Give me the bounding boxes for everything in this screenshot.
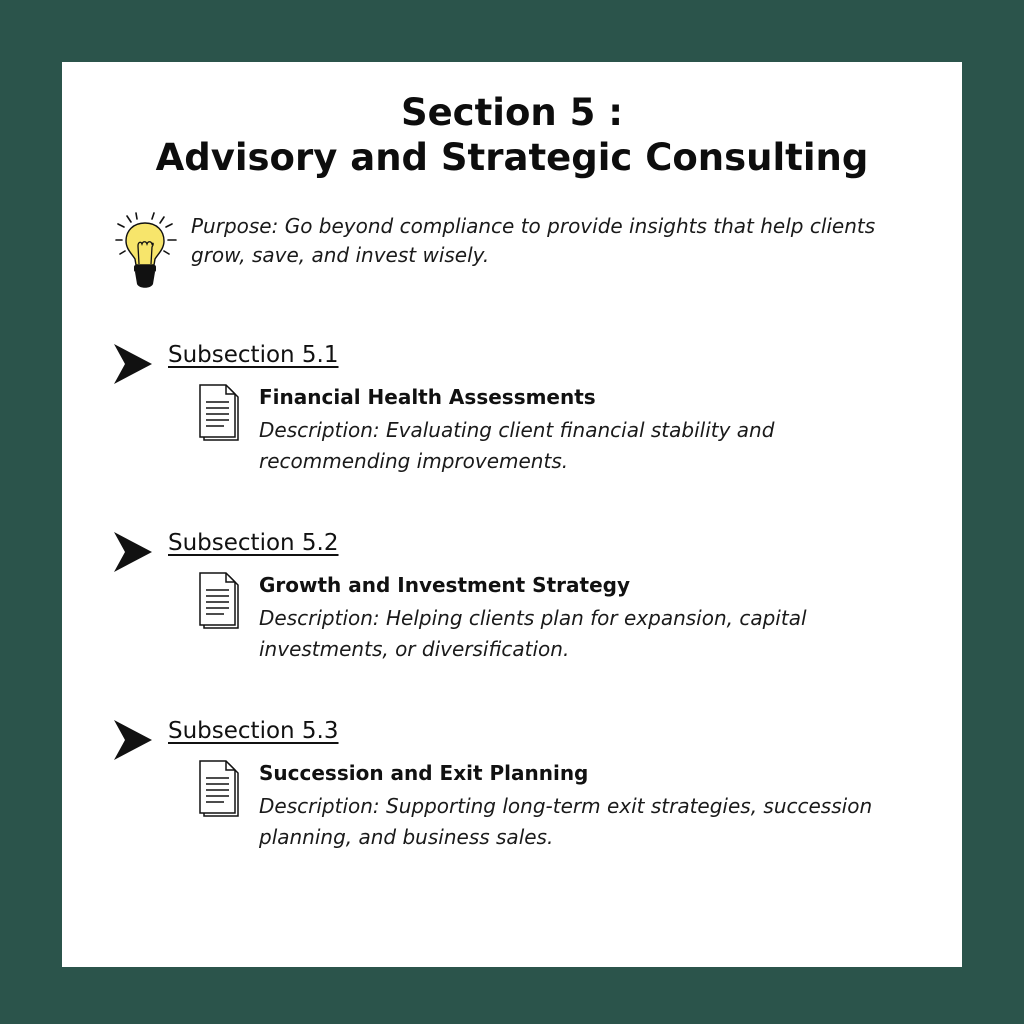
item-description: Description: Supporting long-term exit strategies, succession planning, and business sales.: [259, 794, 873, 849]
purpose-text: Purpose: Go beyond compliance to provide insights that help clients grow, save, and invest wisely.: [191, 214, 876, 267]
document-icon: [198, 760, 244, 820]
subsection-heading-link[interactable]: Subsection 5.1: [168, 342, 339, 368]
document-icon: [198, 384, 244, 444]
title-line-1: Section 5 :: [400, 91, 624, 134]
document-icon: [198, 572, 244, 632]
subsection-heading-link[interactable]: Subsection 5.3: [168, 718, 339, 744]
lightbulb-icon: [114, 212, 180, 292]
arrow-bullet-icon: [112, 530, 154, 574]
item-title: Succession and Exit Planning: [259, 761, 589, 785]
content-card: [62, 62, 962, 967]
item-description: Description: Helping clients plan for expansion, capital investments, or diversification.: [259, 606, 807, 661]
subsection-5-3: [112, 718, 912, 868]
item-title: Financial Health Assessments: [259, 385, 596, 409]
arrow-bullet-icon: [112, 718, 154, 762]
title-line-2: Advisory and Strategic Consulting: [155, 136, 869, 179]
item-title: Growth and Investment Strategy: [259, 573, 630, 597]
arrow-bullet-icon: [112, 342, 154, 386]
page-title: [62, 90, 962, 180]
item-description: Description: Evaluating client financial stability and recommending improvements.: [259, 418, 775, 473]
subsection-5-2: [112, 530, 912, 680]
subsection-heading-link[interactable]: Subsection 5.2: [168, 530, 339, 556]
subsection-5-1: [112, 342, 912, 492]
